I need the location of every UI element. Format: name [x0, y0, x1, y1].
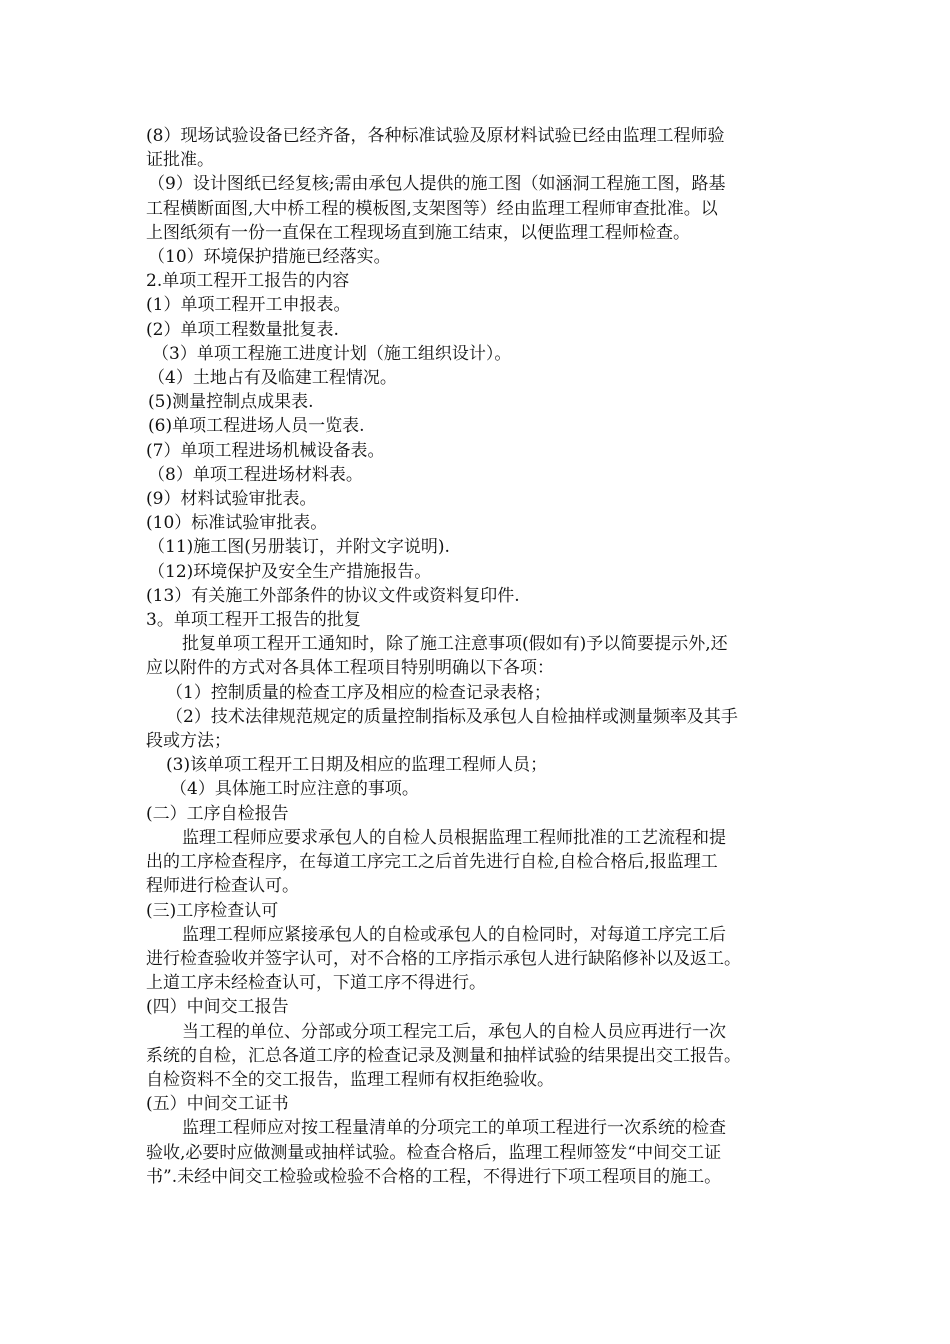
list-item: （3）单项工程施工进度计划（施工组织设计）。	[152, 343, 512, 364]
paragraph-line: 书”.未经中间交工检验或检验不合格的工程，不得进行下项工程项目的施工。	[146, 1166, 722, 1187]
paragraph-line: 进行检查验收并签字认可，对不合格的工序指示承包人进行缺陷修补以及返工。	[146, 948, 741, 969]
list-item: （12)环境保护及安全生产措施报告。	[148, 561, 432, 582]
list-item: （4）土地占有及临建工程情况。	[148, 368, 397, 389]
list-item: （11)施工图(另册装订，并附文字说明).	[148, 537, 450, 558]
document-body	[146, 124, 806, 1189]
list-item: 段或方法；	[146, 731, 231, 752]
section-heading: (四）中间交工报告	[146, 997, 289, 1018]
list-item: （8）单项工程进场材料表。	[148, 464, 363, 485]
paragraph-line: 监理工程师应紧接承包人的自检或承包人的自检同时，对每道工序完工后	[182, 924, 726, 945]
paragraph-line: 批复单项工程开工通知时，除了施工注意事项(假如有)予以简要提示外,还	[182, 634, 728, 655]
list-item: (2）单项工程数量批复表.	[146, 319, 339, 340]
list-item: （4）具体施工时应注意的事项。	[170, 779, 419, 800]
section-heading: (二）工序自检报告	[146, 803, 289, 824]
paragraph-line: 监理工程师应对按工程量清单的分项完工的单项工程进行一次系统的检查	[182, 1118, 726, 1139]
paragraph-line: 上道工序未经检查认可，下道工序不得进行。	[146, 973, 486, 994]
paragraph-line: 当工程的单位、分部或分项工程完工后，承包人的自检人员应再进行一次	[182, 1021, 726, 1042]
list-item: (1）单项工程开工申报表。	[146, 295, 351, 316]
list-item: (9）材料试验审批表。	[146, 489, 317, 510]
text-line: 工程横断面图,大中桥工程的模板图,支架图等）经由监理工程师审查批准。以	[146, 198, 718, 219]
paragraph-line: 应以附件的方式对各具体工程项目特别明确以下各项：	[146, 658, 554, 679]
list-item: (3)该单项工程开工日期及相应的监理工程师人员；	[166, 755, 548, 776]
list-item: (6)单项工程进场人员一览表.	[148, 416, 365, 437]
text-line: （10）环境保护措施已经落实。	[148, 247, 391, 268]
text-line: (8）现场试验设备已经齐备，各种标准试验及原材料试验已经由监理工程师验	[146, 126, 725, 146]
list-item: （2）技术法律规范规定的质量控制指标及承包人自检抽样或测量频率及其手	[166, 706, 738, 727]
text-line: 证批准。	[146, 150, 214, 171]
paragraph-line: 验收,必要时应做测量或抽样试验。检查合格后，监理工程师签发“中间交工证	[146, 1142, 722, 1163]
paragraph-line: 系统的自检，汇总各道工序的检查记录及测量和抽样试验的结果提出交工报告。	[146, 1045, 741, 1066]
section-heading: 2.单项工程开工报告的内容	[146, 271, 350, 292]
section-heading: 3。单项工程开工报告的批复	[146, 610, 361, 631]
list-item: （1）控制质量的检查工序及相应的检查记录表格；	[166, 682, 551, 703]
list-item: (5)测量控制点成果表.	[148, 392, 314, 413]
paragraph-line: 程师进行检查认可。	[146, 876, 299, 897]
list-item: (13）有关施工外部条件的协议文件或资料复印件.	[146, 585, 520, 606]
list-item: (10）标准试验审批表。	[146, 513, 328, 534]
list-item: (7）单项工程进场机械设备表。	[146, 440, 385, 461]
paragraph-line: 自检资料不全的交工报告，监理工程师有权拒绝验收。	[146, 1069, 554, 1090]
section-heading: (三)工序检查认可	[146, 900, 279, 921]
text-line: 上图纸须有一份一直保在工程现场直到施工结束，以便监理工程师检查。	[146, 222, 690, 243]
paragraph-line: 监理工程师应要求承包人的自检人员根据监理工程师批准的工艺流程和提	[182, 827, 726, 848]
section-heading: (五）中间交工证书	[146, 1094, 289, 1115]
text-line: （9）设计图纸已经复核;需由承包人提供的施工图（如涵洞工程施工图，路基	[148, 174, 726, 195]
paragraph-line: 出的工序检查程序，在每道工序完工之后首先进行自检,自检合格后,报监理工	[146, 852, 718, 873]
